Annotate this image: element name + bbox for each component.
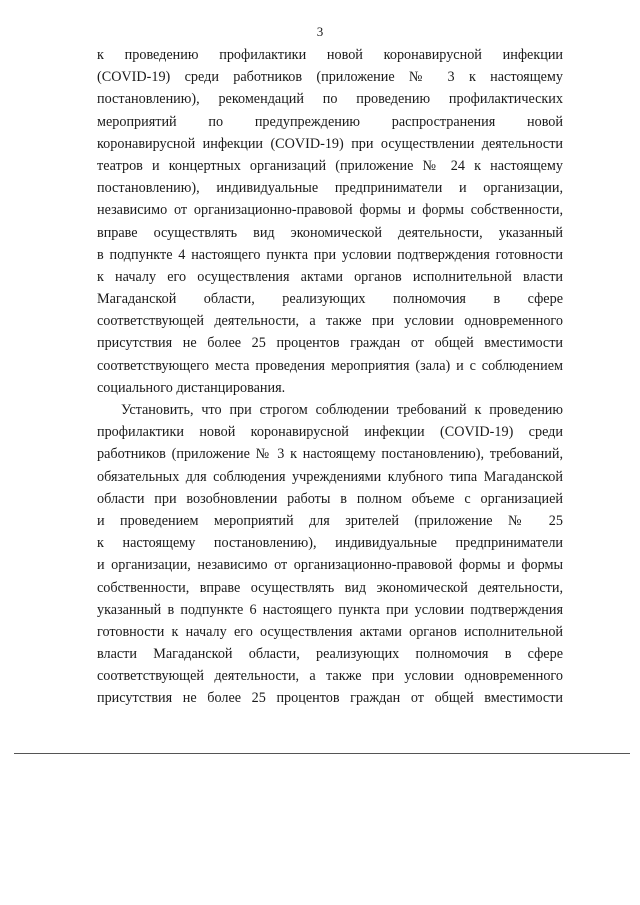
text-line: работников (приложение № 3 к настоящему постановлению), требований, (97, 446, 563, 463)
document-body (97, 44, 563, 710)
text-line: и организации, независимо от организационно-правовой формы и формы (97, 557, 563, 574)
text-line: указанный в подпункте 6 настоящего пункта при условии подтверждения (97, 601, 563, 618)
text-line: постановлению), рекомендаций по проведению профилактических (97, 91, 563, 108)
text-line: вправе осуществлять вид экономической деятельности, указанный (97, 224, 563, 241)
text-line: соответствующего места проведения мероприятия (зала) и с соблюдением (97, 357, 563, 374)
text-line: независимо от организационно-правовой формы и формы собственности, (97, 202, 563, 219)
page-number: 3 (316, 24, 324, 39)
text-line: готовности к началу его осуществления актами органов исполнительной (97, 623, 563, 640)
text-line: коронавирусной инфекции (COVID-19) при осуществлении деятельности (97, 135, 563, 152)
text-line: к проведению профилактики новой коронавирусной инфекции (97, 47, 563, 63)
footer-divider (14, 753, 630, 754)
text-line: присутствия не более 25 процентов граждан от общей вместимости (97, 335, 563, 352)
text-line: соответствующей деятельности, а также при условии одновременного (97, 668, 563, 685)
text-line: Магаданской области, реализующих полномочия в сфере (97, 291, 563, 308)
text-line: соответствующей деятельности, а также при условии одновременного (97, 313, 563, 330)
text-line: в подпункте 4 настоящего пункта при условии подтверждения готовности (97, 246, 563, 263)
text-line: власти Магаданской области, реализующих полномочия в сфере (97, 646, 563, 663)
paragraph (97, 44, 563, 399)
text-line: к настоящему постановлению), индивидуальные предприниматели (97, 535, 563, 552)
text-line: и проведением мероприятий для зрителей (приложение № 25 (97, 512, 563, 529)
text-line: театров и концертных организаций (приложение № 24 к настоящему (97, 157, 563, 174)
text-line: социального дистанцирования. (97, 379, 286, 396)
paragraph (97, 399, 563, 710)
text-line: области при возобновлении работы в полном объеме с организацией (97, 490, 563, 507)
text-line: (COVID-19) среди работников (приложение № 3 к настоящему (97, 69, 563, 86)
text-line: постановлению), индивидуальные предприниматели и организации, (97, 180, 563, 197)
text-line: к началу его осуществления актами органов исполнительной власти (97, 268, 563, 285)
text-line: обязательных для соблюдения учреждениями клубного типа Магаданской (97, 468, 563, 485)
text-line: профилактики новой коронавирусной инфекции (COVID-19) среди (97, 424, 563, 441)
text-line: собственности, вправе осуществлять вид экономической деятельности, (97, 579, 563, 596)
text-line: мероприятий по предупреждению распространения новой (97, 113, 563, 130)
text-line: Установить, что при строгом соблюдении требований к проведению (121, 402, 563, 418)
text-line: присутствия не более 25 процентов граждан от общей вместимости (97, 690, 563, 707)
